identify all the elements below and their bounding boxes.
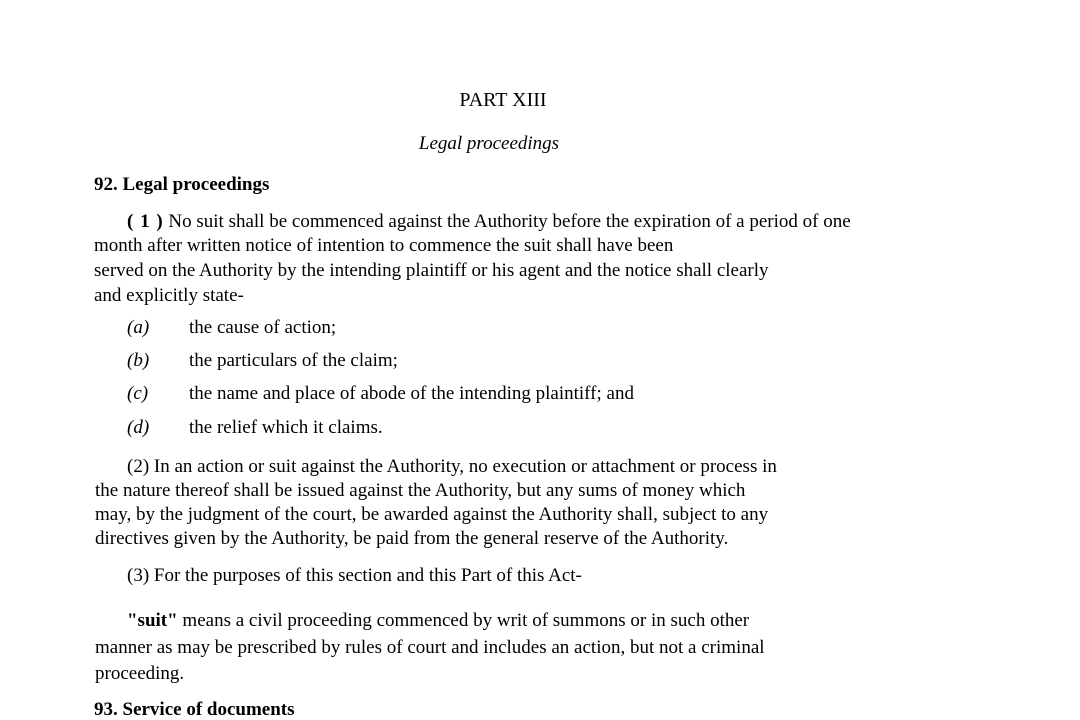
subsection-1-first-line <box>127 212 851 231</box>
section-heading: 92. Legal proceedings <box>94 174 270 195</box>
subsection-1-line-1: No suit shall be commenced against the Authority before the expiration of a period of one <box>168 211 851 232</box>
definition-line-3: proceeding. <box>95 663 185 684</box>
item-d-text: the relief which it claims. <box>189 417 383 438</box>
subsection-1-line-3: served on the Authority by the intending plaintiff or his agent and the notice shall clearly <box>94 260 769 281</box>
item-d-label: (d) <box>127 417 150 438</box>
subsection-2-line-3: may, by the judgment of the court, be awarded against the Authority shall, subject to any <box>95 504 769 525</box>
subsection-1-line-2: month after written notice of intention to commence the suit shall have been <box>94 235 674 256</box>
subsection-2-line-4: directives given by the Authority, be paid from the general reserve of the Authority. <box>95 528 729 549</box>
item-c-text: the name and place of abode of the intending plaintiff; and <box>189 383 634 404</box>
item-a-text: the cause of action; <box>189 317 337 338</box>
subsection-3-line: (3) For the purposes of this section and this Part of this Act- <box>127 565 582 586</box>
item-a-label: (a) <box>127 317 150 338</box>
definition-line-1: means a civil proceeding commenced by writ of summons or in such other <box>177 610 750 631</box>
part-title: PART XIII <box>459 89 547 111</box>
item-b-text: the particulars of the claim; <box>189 350 398 371</box>
item-c-label: (c) <box>127 383 149 404</box>
definition-first-line <box>127 611 749 630</box>
subsection-1-line-4: and explicitly state- <box>94 285 244 306</box>
item-b-label: (b) <box>127 350 150 371</box>
part-subtitle: Legal proceedings <box>418 133 560 154</box>
definition-term: "suit" <box>127 610 178 631</box>
next-section-heading: 93. Service of documents <box>94 699 295 720</box>
subsection-2-line-2: the nature thereof shall be issued against the Authority, but any sums of money which <box>95 480 746 501</box>
subsection-2-line-1: (2) In an action or suit against the Authority, no execution or attachment or process in <box>127 456 777 477</box>
definition-line-2: manner as may be prescribed by rules of court and includes an action, but not a criminal <box>95 637 765 658</box>
subsection-1-number: ( 1 ) <box>127 211 164 232</box>
